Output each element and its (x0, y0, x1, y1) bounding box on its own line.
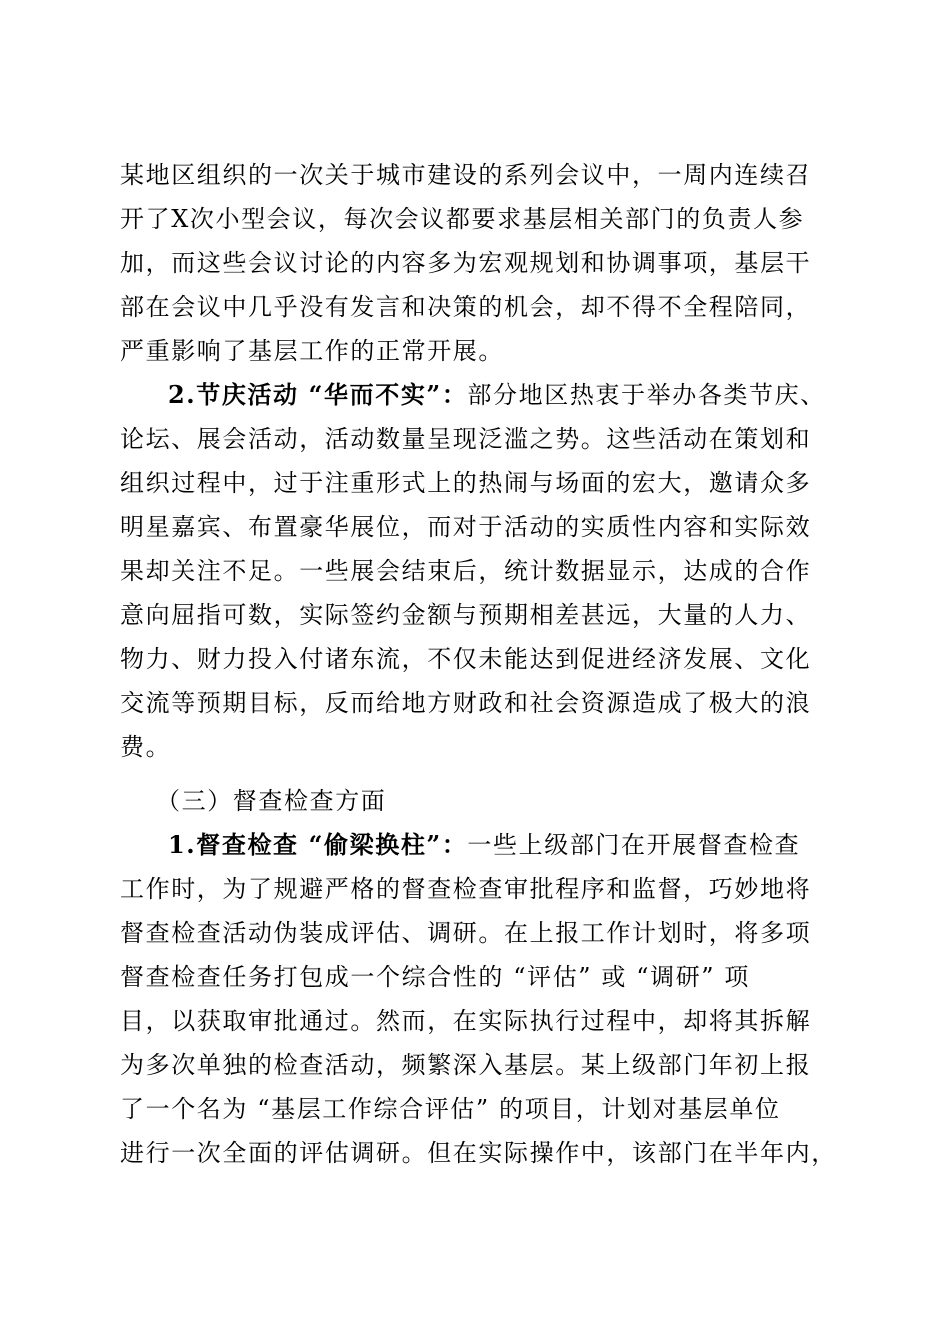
body-line: 加，而这些会议讨论的内容多为宏观规划和协调事项，基层干 (120, 249, 812, 277)
inspection-paragraph-first-line (168, 830, 848, 860)
festival-heading: 2.节庆活动 “华而不实”： (168, 380, 468, 409)
body-line: 交流等预期目标，反而给地方财政和社会资源造成了极大的浪 (120, 689, 812, 717)
body-line: 开了X次小型会议，每次会议都要求基层相关部门的负责人参 (120, 205, 805, 233)
body-line: 了一个名为 “基层工作综合评估” 的项目，计划对基层单位 (120, 1095, 781, 1123)
body-line: 督查检查活动伪装成评估、调研。在上报工作计划时，将多项 (120, 919, 812, 947)
body-line: 费。 (120, 733, 172, 761)
section-heading: （三）督查检查方面 (156, 787, 387, 815)
body-line: 论坛、展会活动，活动数量呈现泛滥之势。这些活动在策划和 (120, 425, 812, 453)
body-line: 意向屈指可数，实际签约金额与预期相差甚远，大量的人力、 (120, 601, 812, 629)
body-line: 明星嘉宾、布置豪华展位，而对于活动的实质性内容和实际效 (120, 513, 812, 541)
body-line: 为多次单独的检查活动，频繁深入基层。某上级部门年初上报 (120, 1051, 812, 1079)
body-line: 工作时，为了规避严格的督查检查审批程序和监督，巧妙地将 (120, 875, 812, 903)
body-line: 进行一次全面的评估调研。但在实际操作中，该部门在半年内， (120, 1139, 837, 1167)
body-line: 某地区组织的一次关于城市建设的系列会议中，一周内连续召 (120, 161, 812, 189)
festival-paragraph-first-line (168, 380, 848, 410)
body-text: 部分地区热衷于举办各类节庆、 (467, 381, 826, 409)
body-line: 督查检查任务打包成一个综合性的 “评估” 或 “调研” 项 (120, 963, 750, 991)
body-line: 物力、财力投入付诸东流，不仅未能达到促进经济发展、文化 (120, 645, 812, 673)
body-line: 果却关注不足。一些展会结束后，统计数据显示，达成的合作 (120, 557, 812, 585)
body-line: 严重影响了基层工作的正常开展。 (120, 337, 504, 365)
body-text: 一些上级部门在开展督查检查 (467, 831, 801, 859)
inspection-heading: 1.督查检查 “偷梁换柱”： (168, 830, 468, 859)
body-line: 组织过程中，过于注重形式上的热闹与场面的宏大，邀请众多 (120, 469, 812, 497)
body-line: 目，以获取审批通过。然而，在实际执行过程中，却将其拆解 (120, 1007, 812, 1035)
body-line: 部在会议中几乎没有发言和决策的机会，却不得不全程陪同， (120, 293, 812, 321)
